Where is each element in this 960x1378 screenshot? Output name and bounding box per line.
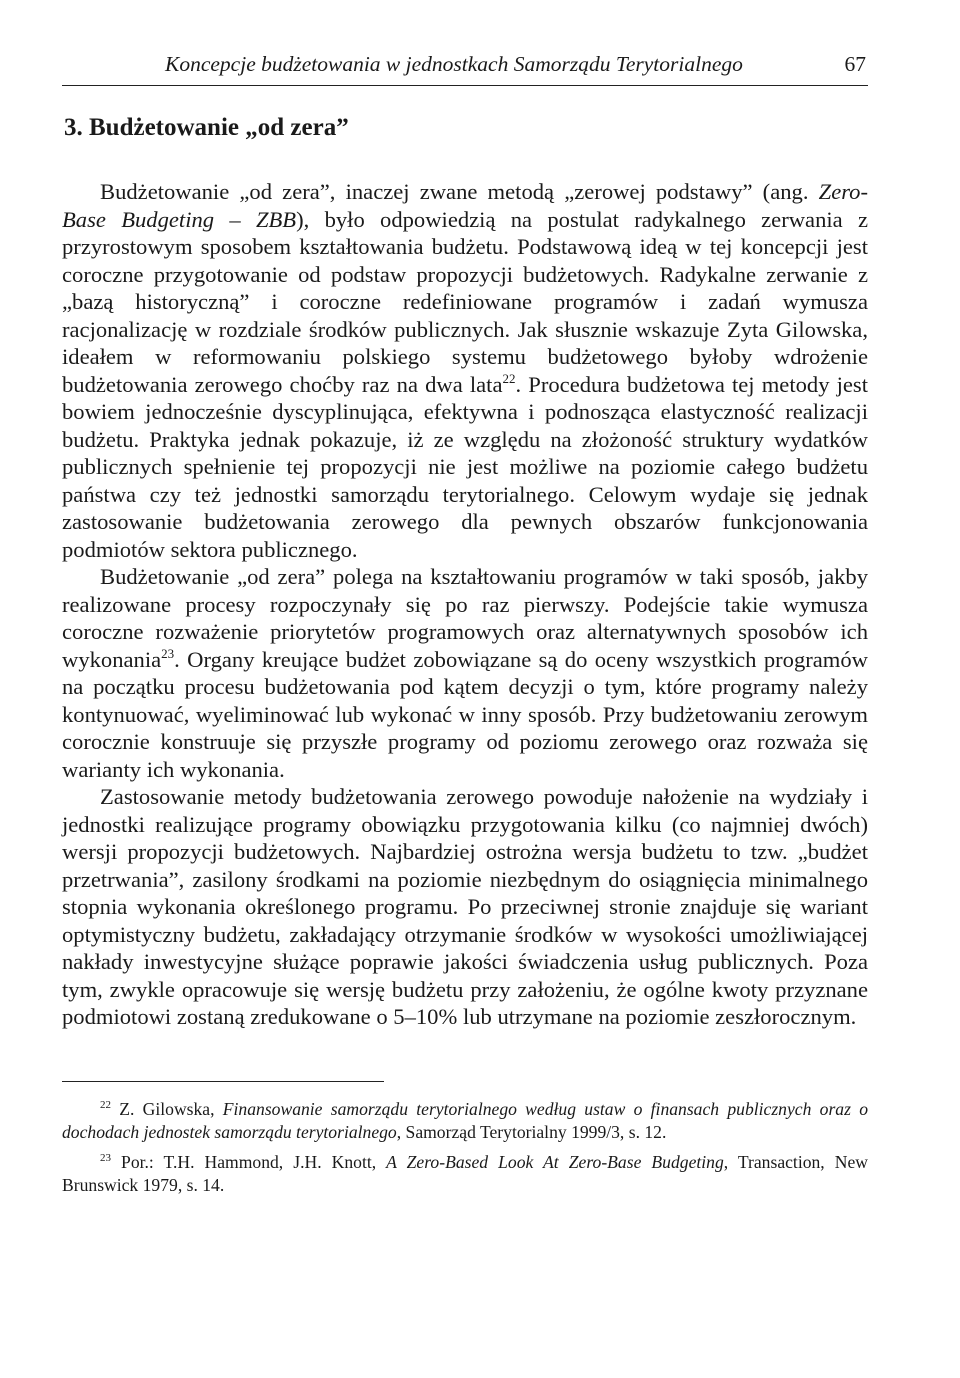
footnote-23 bbox=[62, 1151, 868, 1198]
footnote-23-author: Por.: T.H. Hammond, J.H. Knott, bbox=[111, 1151, 387, 1172]
footnote-23-title: A Zero-Based Look At Zero-Base Budgeting bbox=[386, 1151, 724, 1172]
paragraph-1-text-c: . Procedura budżetowa tej metody jest bowiem jednocześnie dyscyplinująca, efektywna i podnosząca elastyczność realizacji budżetu. Praktyka jednak pokazuje, iż ze względu na złożoność struktury wydatków publicznych spełnienie tej propozycji nie jest możliwe na poziomie całego budżetu państwa czy też jednostki samorządu terytorialnego. Celowym wydaje się jednak zastosowanie budżetowania zerowego dla pewnych obszarów funkcjonowania podmiotów sektora publicznego. bbox=[62, 371, 869, 562]
footnote-23-source: , Transaction, New Brunswick 1979, s. 14. bbox=[62, 1151, 868, 1195]
paragraph-1 bbox=[62, 178, 868, 563]
paragraph-2 bbox=[62, 563, 868, 783]
footnote-22-title: Finansowanie samorządu terytorialnego według ustaw o finansach publicznych oraz o dochodach jednostek samorządu terytorialnego bbox=[62, 1098, 868, 1142]
paragraph-1-text-b: ), było odpowiedzią na postulat radykalnego zerwania z przyrostowym sposobem kształtowania budżetu. Podstawową ideą w tej koncepcji jest coroczne przygotowanie od podstaw propozycji budżetowych. Radykalne zerwanie z „bazą historyczną” i coroczne redefiniowane programów i zadań wymusza racjonalizację w rozdziale środków publicznych. Jak słusznie wskazuje Zyta Gilowska, ideałem w reformowaniu polskiego systemu budżetowego byłoby wdrożenie budżetowania zerowego choćby raz na dwa lata bbox=[62, 206, 868, 397]
footnote-22-marker: 22 bbox=[100, 1098, 111, 1111]
footnote-ref-23: 23 bbox=[161, 645, 175, 661]
paragraph-2-text-b: . Organy kreujące budżet zobowiązane są do oceny wszystkich programów na początku procesu budżetowania pod kątem decyzji o tym, które programy należy kontynuować, wyeliminować lub wykonać w inny sposób. Przy budżetowaniu zerowym corocznie konstruuje się przyszłe programy od poziomu zerowego oraz rozważa się warianty ich wykonania. bbox=[62, 646, 868, 782]
paragraph-1-text-a: Budżetowanie „od zera”, inaczej zwane metodą „zerowej podstawy” (ang. bbox=[100, 179, 819, 204]
paragraph-2-text-a: Budżetowanie „od zera” polega na kształtowaniu programów w taki sposób, jakby realizowane procesy rozpoczynały się po raz pierwszy. Podejście takie wymusza coroczne rozważenie priorytetów programowych oraz alternatywnych sposobów ich wykonania bbox=[62, 564, 868, 672]
document-page bbox=[62, 52, 868, 1204]
footnote-22-author: Z. Gilowska, bbox=[111, 1098, 223, 1119]
footnote-ref-22: 22 bbox=[502, 370, 516, 386]
paragraph-1-term-italic: Zero-Base Budgeting – ZBB bbox=[62, 179, 868, 232]
page-number: 67 bbox=[844, 52, 866, 76]
footnote-divider bbox=[62, 1081, 384, 1082]
running-header bbox=[62, 52, 868, 86]
footnote-23-marker: 23 bbox=[100, 1151, 111, 1164]
footnotes bbox=[62, 1098, 868, 1198]
paragraph-3 bbox=[62, 783, 868, 1031]
running-title: Koncepcje budżetowania w jednostkach Samorządu Terytorialnego bbox=[165, 52, 743, 76]
footnote-22 bbox=[62, 1098, 868, 1145]
body-text bbox=[62, 178, 868, 1031]
section-heading: 3. Budżetowanie „od zera” bbox=[64, 114, 349, 141]
paragraph-3-text: Zastosowanie metody budżetowania zerowego powoduje nałożenie na wydziały i jednostki realizujące programy obowiązku przygotowania kilku (co najmniej dwóch) wersji propozycji budżetowych. Najbardziej ostrożna wersja budżetu to tzw. „budżet przetrwania”, zasilony środkami na poziomie niezbędnym do osiągnięcia minimalnego stopnia wykonania określonego programu. Po przeciwnej stronie znajduje się wariant optymistyczny budżetu, zakładający otrzymanie środków w wysokości umożliwiającej nakłady inwestycyjne służące poprawie jakości świadczenia usług publicznych. Poza tym, zwykle opracowuje się wersję budżetu przy założeniu, że ogólne kwoty przyznane podmiotowi zostaną zredukowane o 5–10% lub utrzymane na poziomie zeszłorocznym. bbox=[62, 784, 868, 1029]
footnote-22-source: , Samorząd Terytorialny 1999/3, s. 12. bbox=[396, 1122, 667, 1142]
